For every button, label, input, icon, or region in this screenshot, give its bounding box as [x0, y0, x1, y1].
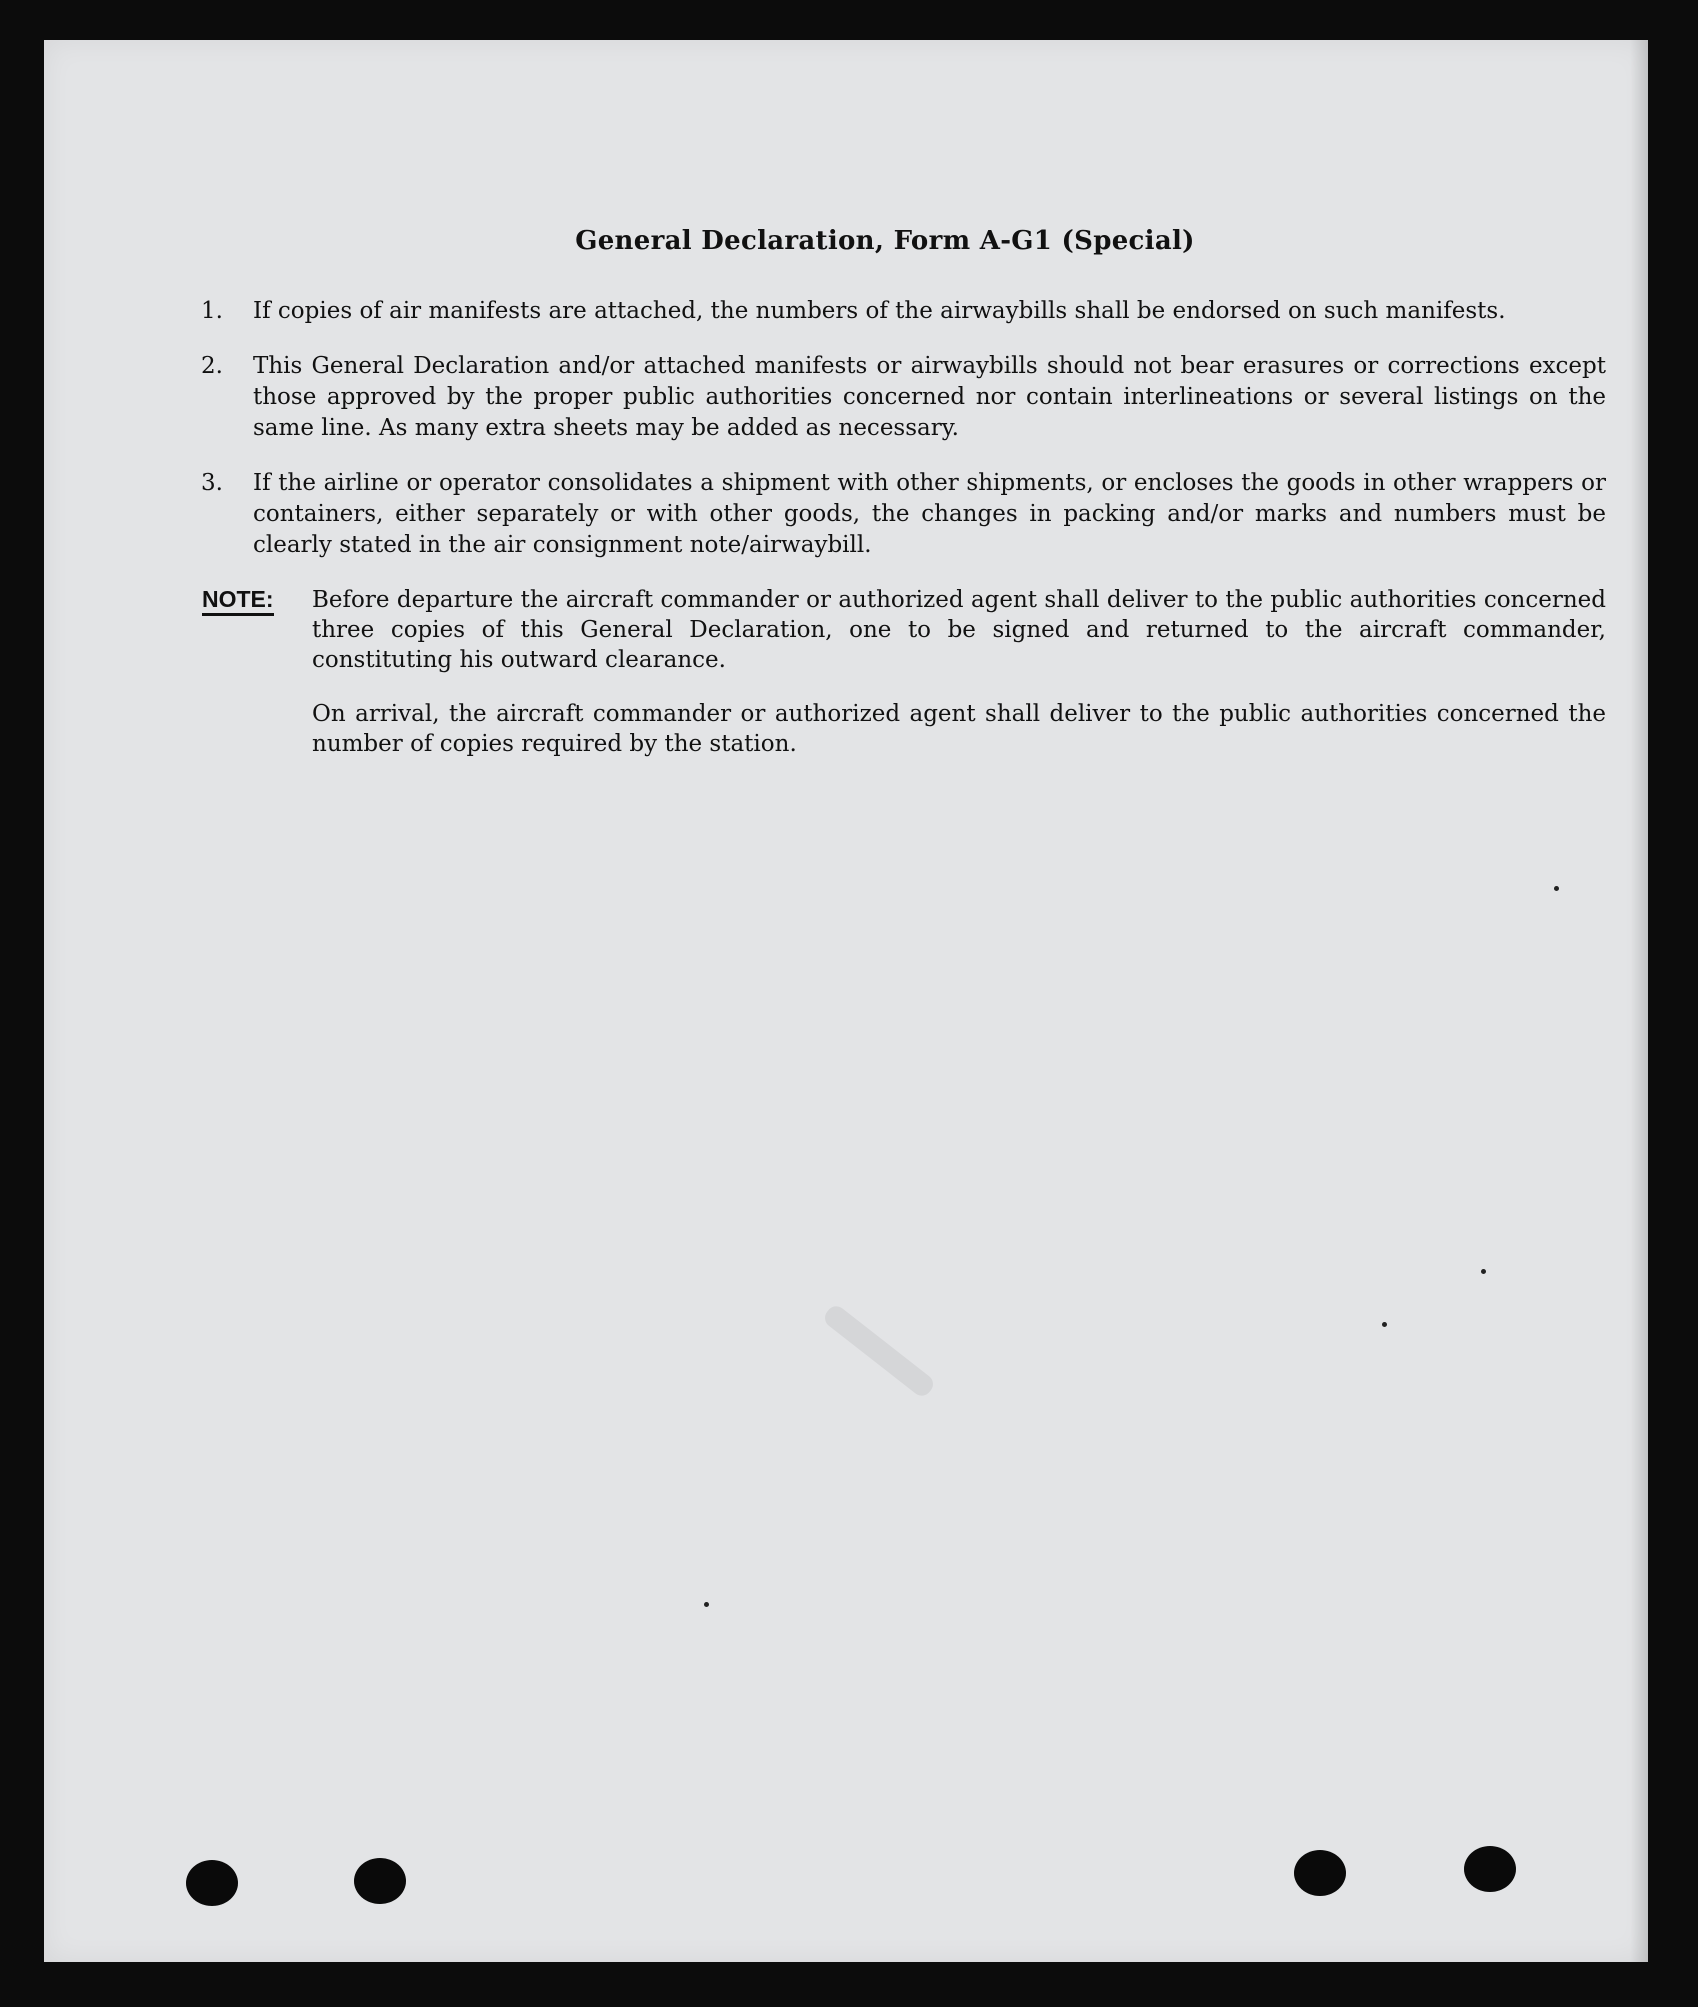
speck [704, 1602, 709, 1607]
punch-hole [1464, 1846, 1516, 1892]
document-body [154, 226, 1606, 783]
item-text: If the airline or operator consolidates a shipment with other shipments, or encloses the goods in other wrappers or containers, either separately or with other goods, the changes in packing and/or marks and numbers must be clearly stated in the air consignment note/airwaybill. [253, 470, 1606, 558]
faint-stamp-mark [821, 1302, 937, 1399]
item-text: This General Declaration and/or attached manifests or airwaybills should not bear erasures or corrections except those approved by the proper public authorities concerned nor contain interlineations or several listings on the same line. As many extra sheets may be added as necessary. [253, 353, 1606, 441]
document-title: General Declaration, Form A-G1 (Special) [575, 226, 1195, 256]
item-text: If copies of air manifests are attached, the numbers of the airwaybills shall be endorsed on such manifests. [253, 298, 1506, 324]
item-number: 3. [201, 470, 223, 496]
instruction-list [154, 296, 1606, 561]
document-page [44, 40, 1648, 1962]
list-item [154, 468, 1606, 561]
list-item [154, 296, 1606, 327]
speck [1382, 1322, 1387, 1327]
list-item [154, 351, 1606, 444]
punch-hole [1294, 1850, 1346, 1896]
note-section [154, 585, 1606, 759]
note-paragraph-arrival: On arrival, the aircraft commander or authorized agent shall deliver to the public authorities concerned the number of copies required by the station. [312, 701, 1606, 757]
item-number: 2. [201, 353, 223, 379]
speck [1554, 886, 1559, 891]
note-label: NOTE: [202, 585, 274, 616]
punch-hole [186, 1860, 238, 1906]
punch-hole [354, 1858, 406, 1904]
item-number: 1. [201, 298, 223, 324]
page-edge-shadow [1630, 40, 1648, 1962]
note-paragraph-departure: Before departure the aircraft commander or authorized agent shall deliver to the public authorities concerned three copies of this General Declaration, one to be signed and returned to the aircraft commander, constituting his outward clearance. [312, 587, 1606, 673]
speck [1481, 1269, 1486, 1274]
